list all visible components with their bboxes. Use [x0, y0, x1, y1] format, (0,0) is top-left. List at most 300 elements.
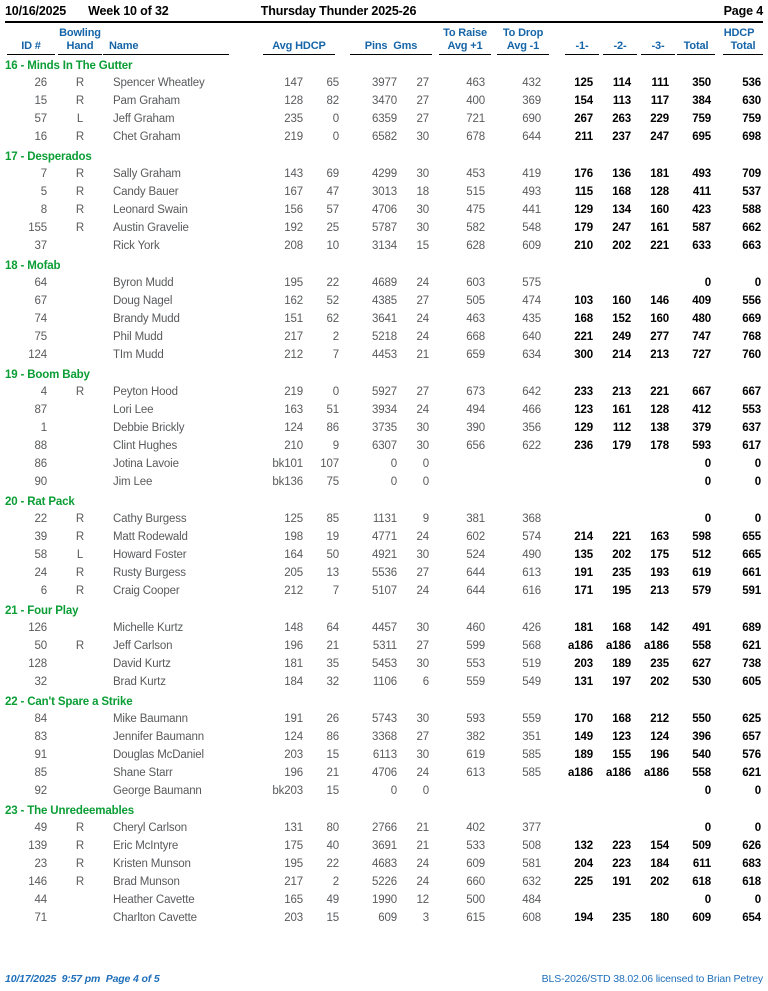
player-hand — [57, 891, 103, 909]
player-to-raise: 463 — [466, 77, 485, 89]
player-pins: 4683 — [372, 858, 397, 870]
player-to-raise: 533 — [466, 840, 485, 852]
player-hand — [57, 728, 103, 746]
player-game-1: 189 — [574, 749, 593, 761]
player-avg: bk203 — [272, 785, 303, 797]
player-id: 128 — [28, 658, 47, 670]
player-game-3: 213 — [650, 585, 669, 597]
player-game-3 — [637, 819, 675, 837]
player-pins: 1131 — [372, 513, 397, 525]
player-game-1: 233 — [574, 386, 593, 398]
player-name: Chet Graham — [113, 131, 181, 143]
player-id: 91 — [34, 749, 47, 761]
player-game-2: 155 — [612, 749, 631, 761]
player-game-3 — [637, 510, 675, 528]
player-name: Clint Hughes — [113, 440, 178, 452]
player-pins: 1106 — [372, 676, 397, 688]
player-name: Doug Nagel — [113, 295, 173, 307]
player-game-3: 235 — [650, 658, 669, 670]
player-pins: 5226 — [372, 876, 397, 888]
player-game-2: 202 — [612, 549, 631, 561]
player-row — [5, 419, 763, 437]
player-to-drop — [493, 455, 553, 473]
player-game-1: 225 — [574, 876, 593, 888]
player-avg: 124 — [284, 731, 303, 743]
player-to-drop: 432 — [522, 77, 541, 89]
player-name: Cheryl Carlson — [113, 822, 187, 834]
player-avg: 151 — [284, 313, 303, 325]
player-series-total: 412 — [692, 404, 711, 416]
player-pins: 4771 — [372, 531, 397, 543]
player-to-drop: 634 — [522, 349, 541, 361]
player-series-total: 0 — [704, 822, 711, 834]
footer-license-info: BLS-2026/STD 38.02.06 licensed to Brian Petrey — [541, 973, 763, 985]
player-game-2: 160 — [612, 295, 631, 307]
player-gms: 30 — [416, 222, 429, 234]
player-game-3: 213 — [650, 349, 669, 361]
player-pins: 0 — [390, 476, 397, 488]
player-hdcp-total: 709 — [742, 168, 761, 180]
player-hdcp: 21 — [326, 640, 339, 652]
player-name: Rick York — [113, 240, 160, 252]
player-id: 86 — [34, 458, 47, 470]
player-to-raise: 494 — [466, 404, 485, 416]
player-row — [5, 455, 763, 473]
player-name: Howard Foster — [113, 549, 187, 561]
player-hdcp-total: 621 — [742, 767, 761, 779]
player-gms: 27 — [416, 386, 429, 398]
player-game-2: 123 — [612, 731, 631, 743]
player-to-raise: 721 — [466, 113, 485, 125]
player-hdcp-total: 689 — [742, 622, 761, 634]
player-to-raise: 559 — [466, 676, 485, 688]
player-to-drop: 490 — [522, 549, 541, 561]
player-series-total: 411 — [692, 186, 711, 198]
player-game-2: 168 — [612, 622, 631, 634]
player-pins: 5107 — [372, 585, 397, 597]
player-row — [5, 564, 763, 582]
player-to-raise: 524 — [466, 549, 485, 561]
player-series-total: 540 — [692, 749, 711, 761]
player-to-raise: 390 — [466, 422, 485, 434]
player-hand — [57, 782, 103, 800]
player-game-1: 214 — [574, 531, 593, 543]
player-game-1: 129 — [574, 204, 593, 216]
col-header-hdcp-total: HDCP Total — [715, 27, 763, 55]
player-game-3: 163 — [650, 531, 669, 543]
player-hdcp: 2 — [332, 331, 339, 343]
player-hdcp-total: 657 — [742, 731, 761, 743]
player-avg: 181 — [284, 658, 303, 670]
player-hdcp: 22 — [326, 277, 339, 289]
player-series-total: 0 — [704, 458, 711, 470]
player-game-2: 213 — [612, 386, 631, 398]
player-gms: 27 — [416, 295, 429, 307]
player-hdcp: 0 — [332, 131, 339, 143]
player-series-total: 509 — [692, 840, 711, 852]
player-series-total: 396 — [692, 731, 711, 743]
player-name: Sally Graham — [113, 168, 181, 180]
player-id: 87 — [34, 404, 47, 416]
player-hdcp: 52 — [326, 295, 339, 307]
player-game-1: 149 — [574, 731, 593, 743]
player-row — [5, 837, 763, 855]
player-to-drop — [493, 473, 553, 491]
player-id: 37 — [34, 240, 47, 252]
player-hdcp: 86 — [326, 731, 339, 743]
player-id: 83 — [34, 731, 47, 743]
player-hand: R — [75, 585, 85, 597]
player-to-drop: 356 — [522, 422, 541, 434]
player-row — [5, 128, 763, 146]
player-pins: 6359 — [372, 113, 397, 125]
player-id: 90 — [34, 476, 47, 488]
player-to-raise — [437, 455, 493, 473]
player-series-total: 558 — [692, 640, 711, 652]
player-pins: 2766 — [372, 822, 397, 834]
player-name: Lori Lee — [113, 404, 154, 416]
player-hand: R — [75, 386, 85, 398]
player-hdcp: 15 — [326, 912, 339, 924]
player-hand: R — [75, 204, 85, 216]
player-game-1: 204 — [574, 858, 593, 870]
player-avg: 212 — [284, 585, 303, 597]
player-to-raise: 603 — [466, 277, 485, 289]
player-row — [5, 764, 763, 782]
player-name: TIm Mudd — [113, 349, 164, 361]
player-avg: bk136 — [272, 476, 303, 488]
player-game-1: 211 — [574, 131, 593, 143]
player-series-total: 593 — [692, 440, 711, 452]
player-name: Byron Mudd — [113, 277, 174, 289]
player-hand — [57, 655, 103, 673]
player-hdcp: 40 — [326, 840, 339, 852]
player-to-raise: 382 — [466, 731, 485, 743]
player-to-drop: 484 — [522, 894, 541, 906]
player-hdcp: 32 — [326, 676, 339, 688]
player-to-drop: 466 — [522, 404, 541, 416]
player-name: Jennifer Baumann — [113, 731, 204, 743]
player-row — [5, 782, 763, 800]
player-series-total: 550 — [692, 713, 711, 725]
player-series-total: 611 — [692, 858, 711, 870]
player-gms: 27 — [416, 731, 429, 743]
player-avg: 165 — [284, 894, 303, 906]
player-row — [5, 183, 763, 201]
player-game-3: 196 — [650, 749, 669, 761]
col-header-pins-gms: Pins Gms — [345, 40, 437, 55]
player-hand — [57, 437, 103, 455]
player-game-3: 221 — [650, 386, 669, 398]
player-game-3: 277 — [650, 331, 669, 343]
player-hand — [57, 746, 103, 764]
player-row — [5, 92, 763, 110]
player-game-3: 184 — [650, 858, 669, 870]
player-pins: 3691 — [372, 840, 397, 852]
player-gms: 6 — [422, 676, 429, 688]
player-hand — [57, 473, 103, 491]
player-game-3 — [637, 891, 675, 909]
player-gms: 24 — [416, 277, 429, 289]
player-to-raise: 463 — [466, 313, 485, 325]
player-avg: 163 — [284, 404, 303, 416]
player-game-2: 161 — [612, 404, 631, 416]
player-game-1: 129 — [574, 422, 593, 434]
player-avg: 212 — [284, 349, 303, 361]
player-game-2: 112 — [612, 422, 631, 434]
col-header-bowling-hand: Bowling Hand — [57, 27, 103, 55]
player-hand — [57, 455, 103, 473]
player-to-drop: 575 — [522, 277, 541, 289]
player-row — [5, 110, 763, 128]
player-name: David Kurtz — [113, 658, 171, 670]
player-hdcp-total: 621 — [742, 640, 761, 652]
player-row — [5, 74, 763, 92]
player-hdcp-total: 0 — [754, 476, 761, 488]
player-hdcp-total: 591 — [742, 585, 761, 597]
player-hdcp-total: 0 — [754, 513, 761, 525]
player-pins: 3134 — [372, 240, 397, 252]
player-hdcp-total: 662 — [742, 222, 761, 234]
player-id: 146 — [28, 876, 47, 888]
player-to-raise: 673 — [466, 386, 485, 398]
player-id: 15 — [34, 95, 47, 107]
player-game-2: 223 — [612, 840, 631, 852]
player-game-1: 135 — [574, 549, 593, 561]
player-game-3: 154 — [650, 840, 669, 852]
player-to-drop: 368 — [522, 513, 541, 525]
player-series-total: 695 — [692, 131, 711, 143]
player-series-total: 409 — [692, 295, 711, 307]
player-name: Pam Graham — [113, 95, 180, 107]
player-id: 16 — [34, 131, 47, 143]
player-game-2: 114 — [612, 77, 631, 89]
player-game-1: 131 — [574, 676, 593, 688]
league-title: Thursday Thunder 2025-26 — [260, 4, 417, 18]
player-id: 50 — [34, 640, 47, 652]
player-id: 58 — [34, 549, 47, 561]
player-pins: 5453 — [372, 658, 397, 670]
player-gms: 15 — [416, 240, 429, 252]
player-pins: 4921 — [372, 549, 397, 561]
player-series-total: 747 — [692, 331, 711, 343]
player-hdcp-total: 637 — [742, 422, 761, 434]
player-hdcp: 7 — [332, 349, 339, 361]
player-gms: 30 — [416, 204, 429, 216]
player-pins: 3470 — [372, 95, 397, 107]
player-avg: 167 — [284, 186, 303, 198]
report-header-left — [5, 4, 169, 18]
player-game-2 — [599, 274, 637, 292]
player-to-raise: 599 — [466, 640, 485, 652]
player-pins: 4706 — [372, 767, 397, 779]
player-hdcp: 10 — [326, 240, 339, 252]
player-hand — [57, 764, 103, 782]
player-to-drop: 581 — [522, 858, 541, 870]
player-id: 64 — [34, 277, 47, 289]
player-hand: R — [75, 840, 85, 852]
player-to-raise: 628 — [466, 240, 485, 252]
player-game-1: 203 — [574, 658, 593, 670]
player-to-raise: 475 — [466, 204, 485, 216]
player-row — [5, 873, 763, 891]
player-row — [5, 710, 763, 728]
player-name: Jeff Carlson — [113, 640, 173, 652]
player-id: 4 — [40, 386, 47, 398]
player-avg: 217 — [284, 876, 303, 888]
player-gms: 30 — [416, 713, 429, 725]
player-gms: 24 — [416, 331, 429, 343]
player-game-2: 168 — [612, 186, 631, 198]
player-game-1: 194 — [574, 912, 593, 924]
player-game-3 — [637, 782, 675, 800]
player-hand — [57, 237, 103, 255]
player-name: Jeff Graham — [113, 113, 175, 125]
player-gms: 12 — [416, 894, 429, 906]
player-gms: 30 — [416, 658, 429, 670]
player-hdcp: 82 — [326, 95, 339, 107]
player-game-1: 123 — [574, 404, 593, 416]
player-avg: 192 — [284, 222, 303, 234]
player-name: Craig Cooper — [113, 585, 180, 597]
player-pins: 5787 — [372, 222, 397, 234]
footer-print-info: 10/17/2025 9:57 pm Page 4 of 5 — [5, 973, 160, 985]
player-to-raise: 381 — [466, 513, 485, 525]
player-avg: 219 — [284, 131, 303, 143]
player-gms: 30 — [416, 131, 429, 143]
player-avg: 191 — [284, 713, 303, 725]
player-avg: 156 — [284, 204, 303, 216]
player-hdcp-total: 669 — [742, 313, 761, 325]
player-to-drop: 419 — [522, 168, 541, 180]
player-to-raise — [437, 473, 493, 491]
player-row — [5, 819, 763, 837]
player-game-2: 152 — [612, 313, 631, 325]
player-pins: 5311 — [372, 640, 397, 652]
player-avg: 195 — [284, 277, 303, 289]
col-header-name: Name — [103, 40, 253, 55]
player-to-drop: 574 — [522, 531, 541, 543]
player-to-raise: 602 — [466, 531, 485, 543]
player-id: 92 — [34, 785, 47, 797]
player-hand — [57, 328, 103, 346]
player-to-raise: 644 — [466, 567, 485, 579]
player-row — [5, 292, 763, 310]
player-game-3: 117 — [650, 95, 669, 107]
player-game-3 — [637, 274, 675, 292]
player-pins: 4689 — [372, 277, 397, 289]
player-hand: L — [76, 549, 84, 561]
player-game-3: a186 — [644, 767, 669, 779]
player-series-total: 558 — [692, 767, 711, 779]
player-to-drop: 609 — [522, 240, 541, 252]
player-hdcp-total: 588 — [742, 204, 761, 216]
player-name: Brad Munson — [113, 876, 180, 888]
team-header: 23 - The Unredeemables — [5, 805, 135, 817]
column-header-row — [5, 27, 763, 55]
player-hdcp-total: 665 — [742, 549, 761, 561]
player-id: 155 — [28, 222, 47, 234]
player-row — [5, 891, 763, 909]
player-to-drop: 493 — [522, 186, 541, 198]
player-pins: 3934 — [372, 404, 397, 416]
player-id: 23 — [34, 858, 47, 870]
player-hdcp-total: 0 — [754, 458, 761, 470]
player-hdcp-total: 537 — [742, 186, 761, 198]
player-gms: 27 — [416, 95, 429, 107]
player-game-3: 124 — [650, 731, 669, 743]
player-name: Peyton Hood — [113, 386, 178, 398]
player-game-3: 146 — [650, 295, 669, 307]
player-hand: R — [75, 640, 85, 652]
player-hdcp: 86 — [326, 422, 339, 434]
player-game-3: 247 — [650, 131, 669, 143]
player-game-1: 171 — [574, 585, 593, 597]
report-header — [5, 3, 763, 23]
player-game-2: 195 — [612, 585, 631, 597]
player-gms: 24 — [416, 585, 429, 597]
player-id: 1 — [40, 422, 47, 434]
player-hdcp: 47 — [326, 186, 339, 198]
player-to-drop: 613 — [522, 567, 541, 579]
player-row — [5, 274, 763, 292]
player-id: 124 — [28, 349, 47, 361]
player-game-2: 223 — [612, 858, 631, 870]
player-name: Jotina Lavoie — [113, 458, 179, 470]
player-gms: 24 — [416, 404, 429, 416]
player-game-2: 235 — [612, 912, 631, 924]
player-hdcp: 49 — [326, 894, 339, 906]
player-pins: 5536 — [372, 567, 397, 579]
player-game-2 — [599, 510, 637, 528]
player-series-total: 727 — [692, 349, 711, 361]
player-avg: 147 — [284, 77, 303, 89]
player-to-drop: 585 — [522, 767, 541, 779]
player-game-1 — [553, 891, 599, 909]
player-hdcp: 80 — [326, 822, 339, 834]
player-series-total: 491 — [692, 622, 711, 634]
report-date: 10/16/2025 — [5, 4, 67, 18]
player-game-2: a186 — [606, 767, 631, 779]
player-name: Debbie Brickly — [113, 422, 185, 434]
player-gms: 24 — [416, 313, 429, 325]
player-id: 74 — [34, 313, 47, 325]
player-pins: 3977 — [372, 77, 397, 89]
player-hdcp-total: 617 — [742, 440, 761, 452]
player-pins: 4457 — [372, 622, 397, 634]
player-game-3: 111 — [651, 77, 669, 89]
player-hdcp-total: 768 — [742, 331, 761, 343]
team-header: 20 - Rat Pack — [5, 496, 75, 508]
player-game-1: 132 — [574, 840, 593, 852]
player-hand — [57, 419, 103, 437]
player-hdcp-total: 0 — [754, 822, 761, 834]
player-series-total: 0 — [704, 513, 711, 525]
player-to-drop: 508 — [522, 840, 541, 852]
player-hdcp-total: 556 — [742, 295, 761, 307]
player-game-3: 229 — [650, 113, 669, 125]
player-hdcp-total: 553 — [742, 404, 761, 416]
player-game-3: 142 — [650, 622, 669, 634]
player-game-3: 128 — [650, 404, 669, 416]
player-hand — [57, 710, 103, 728]
player-hdcp: 7 — [332, 585, 339, 597]
player-name: Austin Gravelie — [113, 222, 189, 234]
player-series-total: 598 — [692, 531, 711, 543]
player-to-raise: 553 — [466, 658, 485, 670]
player-to-drop: 435 — [522, 313, 541, 325]
teams-table — [5, 58, 763, 927]
